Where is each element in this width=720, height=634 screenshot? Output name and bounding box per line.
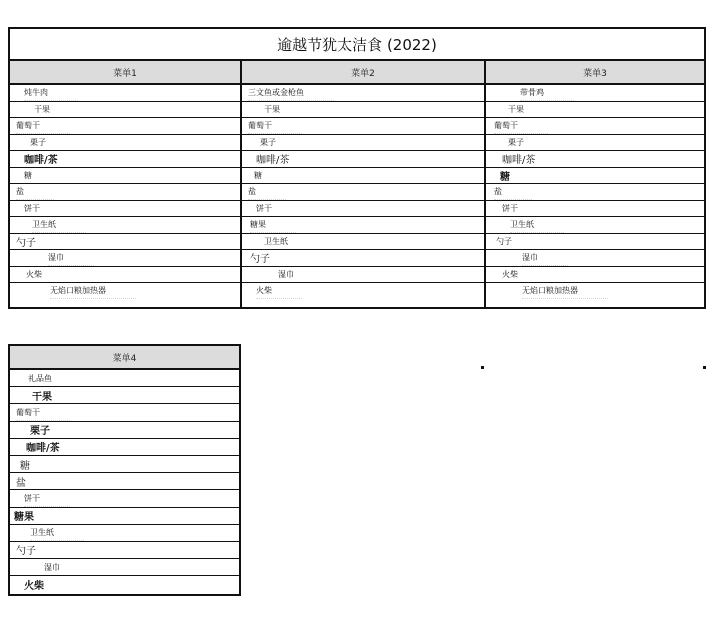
menu-2-item: 盐 [242,184,484,201]
menu-2-item: 栗子 [242,135,484,152]
menu-1-header: 菜单1 [10,61,240,85]
menu-2-item: 饼干 [242,201,484,218]
menu-4-item: 糖果 [10,508,239,525]
menu-3-header: 菜单3 [486,61,704,85]
menu-3-item: 葡萄干 [486,118,704,135]
menu-3-item: 火柴 [486,267,704,284]
menu-4-item: 栗子 [10,422,239,439]
menu-table-bottom [8,344,241,596]
menu-2-item: 糖果 [242,217,484,234]
menu-2-item: 湿巾 [242,267,484,284]
menu-2-item: 咖啡/茶 [242,151,484,168]
menu-1-item: 火柴 [10,267,240,284]
menu-1-item: 卫生纸 [10,217,240,234]
menu-4-item: 湿巾 [10,559,239,576]
menu-3-item: 卫生纸 [486,217,704,234]
menu-1-item: 饼干 [10,201,240,218]
menu-3-item: 无焰口粮加热器 [522,286,578,296]
menu-4-item: 葡萄干 [10,404,239,421]
menu-1-item: 勺子 [10,234,240,251]
menu-4-item: 咖啡/茶 [10,439,239,456]
menu-4-item: 礼品鱼 [10,370,239,387]
menu-1-column [10,61,242,309]
menu-1-item: 无焰口粮加热器 [50,286,106,296]
menu-3-item: 饼干 [486,201,704,218]
menu-3-item: 糖 [486,168,704,185]
menu-2-column [242,61,486,309]
menu-1-item: 干果 [10,102,240,119]
menu-1-item: 湿巾 [10,250,240,267]
menu-4-item: 糖 [10,456,239,473]
menu-2-item: 三文鱼或金枪鱼 [242,85,484,102]
menu-3-item: 干果 [486,102,704,119]
menu-2-item: 火柴 [256,286,272,296]
menu-1-item: 咖啡/茶 [10,151,240,168]
menu-4-item: 火柴 [10,576,239,592]
table-title [10,29,704,61]
menu-1-item: 炖牛肉 [10,85,240,102]
menu-table-top [8,27,706,309]
menu-2-item: 糖 [242,168,484,185]
menu-4-item: 卫生纸 [10,525,239,542]
table-title-text: 逾越节犹太洁食 (2022) [277,35,437,54]
menu-2-header: 菜单2 [242,61,484,85]
menu-4-item: 盐 [10,473,239,490]
menu-1-item: 糖 [10,168,240,185]
menu-3-column [486,61,704,309]
menu-3-item: 栗子 [486,135,704,152]
menu-3-item: 湿巾 [486,250,704,267]
menu-3-item: 勺子 [486,234,704,251]
menu-2-item: 葡萄干 [242,118,484,135]
menu-3-item: 盐 [486,184,704,201]
menu-1-item: 葡萄干 [10,118,240,135]
menu-3-item: 咖啡/茶 [486,151,704,168]
menu-4-item: 饼干 [10,490,239,507]
menu-1-item: 栗子 [10,135,240,152]
menu-2-item: 卫生纸 [242,234,484,251]
stray-dot [703,366,706,369]
menu-4-item: 勺子 [10,542,239,559]
menu-4-item: 干果 [10,387,239,404]
menu-2-item: 勺子 [242,250,484,267]
menu-1-item: 盐 [10,184,240,201]
menu-2-item: 干果 [242,102,484,119]
menu-4-header: 菜单4 [10,346,239,370]
menu-3-item: 带骨鸡 [486,85,704,102]
stray-dot [481,366,484,369]
